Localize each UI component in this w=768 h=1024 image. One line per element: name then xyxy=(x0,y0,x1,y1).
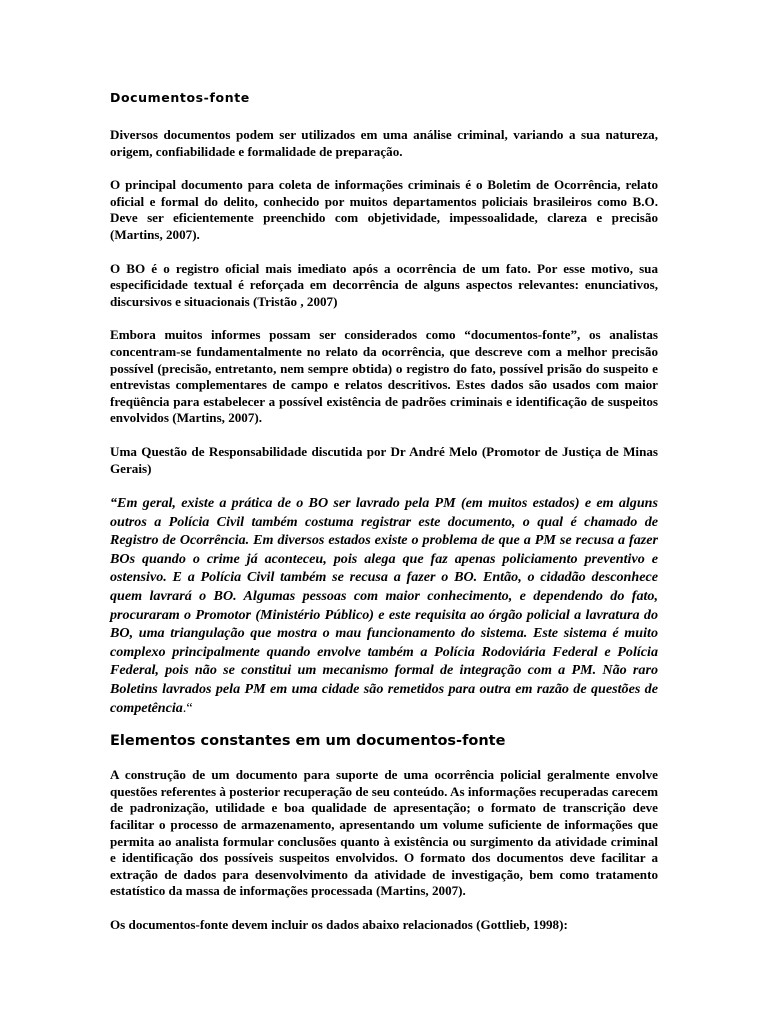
section-heading-elementos: Elementos constantes em um documentos-fonte xyxy=(110,733,506,750)
paragraph-intro: Diversos documentos podem ser utilizados em uma análise criminal, variando a sua natureza, origem, confiabilidade e formalidade de preparação. xyxy=(110,127,658,159)
paragraph-bo-registro: O BO é o registro oficial mais imediato após a ocorrência de um fato. Por esse motivo, sua especificidade textual é reforçada em decorrência de alguns aspectos relevantes: enunciativos, discursivos e situacionais (Tristão , 2007) xyxy=(110,260,658,309)
quote-end: .“ xyxy=(182,699,193,716)
paragraph-boletim: O principal documento para coleta de informações criminais é o Boletim de Ocorrência, relato oficial e formal do delito, conhecido por muitos departamentos policiais brasileiros como B.O. Deve ser eficientemente preenchido com objetividade, impessoalidade, clareza e precisão (Martins, 2007). xyxy=(110,177,658,242)
paragraph-construcao: A construção de um documento para suporte de uma ocorrência policial geralmente envolve questões referentes à posterior recuperação de seu conteúdo. As informações recuperadas carecem de padronização, utilidade e boa qualidade de apresentação; o formato de transcrição deve facilitar o processo de armazenamento, apresentando um volume suficiente de informações que permita ao analista formular conclusões quanto à existência ou surgimento da atividade criminal e identificação dos possíveis suspeitos envolvidos. O formato dos documentos deve facilitar a extração de dados para desenvolvimento da atividade de investigação, bem como tratamento estatístico da massa de informações processada (Martins, 2007). xyxy=(110,767,658,899)
paragraph-dados-relacionados: Os documentos-fonte devem incluir os dados abaixo relacionados (Gottlieb, 1998): xyxy=(110,916,568,932)
section-heading-documentos-fonte: Documentos-fonte xyxy=(110,90,250,105)
document-page xyxy=(110,90,658,951)
quote-text: “Em geral, existe a prática de o BO ser lavrado pela PM (em muitos estados) e em alguns outros a Polícia Civil também costuma registrar este documento, o qual é chamado de Registro de Ocorrência. Em diversos estados existe o problema de que a PM se recusa a fazer BOs quando o crime já aconteceu, pois alega que faz apenas policiamento preventivo e ostensivo. E a Polícia Civil também se recusa a fazer o BO. Então, o cidadão desconhece quem lavrará o BO. Algumas pessoas com maior conhecimento, e dependendo do fato, procuraram o Promotor (Ministério Público) e este requisita ao órgão policial a lavratura do BO, uma triangulação que mostra o mau funcionamento do sistema. Este sistema é muito complexo principalmente quando envolve também a Polícia Rodoviária Federal e Polícia Federal, pois não se constitui um mecanismo formal de integração com a PM. Não raro Boletins lavrados pela PM em uma cidade são remetidos para outra em razão de questões de competência xyxy=(110,495,658,716)
paragraph-responsabilidade: Uma Questão de Responsabilidade discutida por Dr André Melo (Promotor de Justiça de Minas Gerais) xyxy=(110,443,658,476)
paragraph-analistas: Embora muitos informes possam ser considerados como “documentos-fonte”, os analistas concentram-se fundamentalmente no relato da ocorrência, que descreve com a melhor precisão possível (precisão, entretanto, nem sempre obtida) o registro do fato, possível prisão do suspeito e entrevistas complementares de campo e relatos descritivos. Estes dados são usados com maior freqüência para estabelecer a possível existência de padrões criminais e identificação de suspeitos envolvidos (Martins, 2007). xyxy=(110,327,658,426)
quote-andre-melo xyxy=(110,494,658,717)
